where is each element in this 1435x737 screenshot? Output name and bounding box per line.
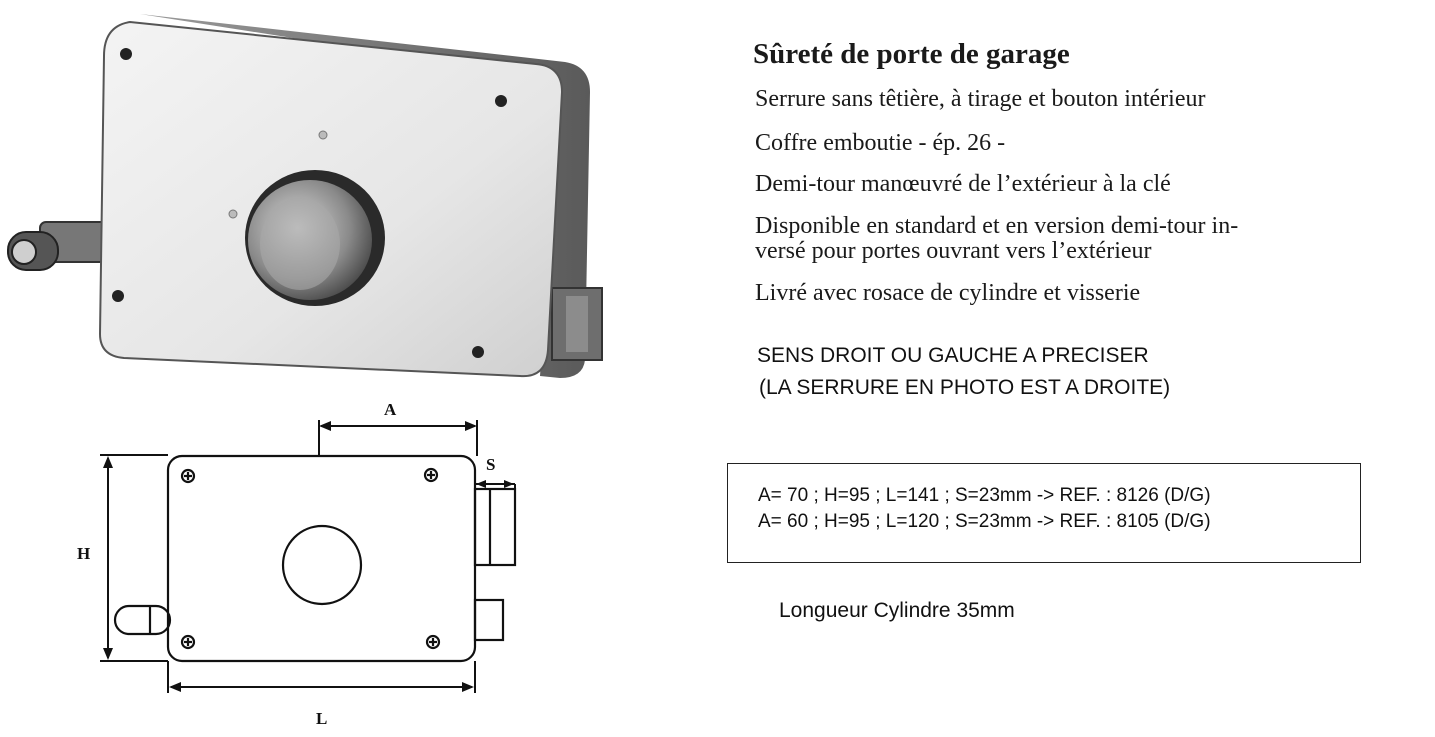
dim-label-l: L bbox=[316, 709, 328, 728]
reference-line: A= 60 ; H=95 ; L=120 ; S=23mm -> REF. : 8105 (D/G) bbox=[758, 511, 1211, 532]
lock-body-outline bbox=[168, 456, 475, 661]
feature-item: Demi-tour manœuvré de l’extérieur à la clé bbox=[755, 171, 1171, 197]
feature-item: Disponible en standard et en version demi-tour in- versé pour portes ouvrant vers l’extérieur bbox=[755, 213, 1239, 264]
dimension-drawing bbox=[60, 395, 540, 735]
product-title: Sûreté de porte de garage bbox=[753, 38, 1070, 70]
direction-notice-line: (LA SERRURE EN PHOTO EST A DROITE) bbox=[759, 376, 1171, 399]
direction-notice-line: SENS DROIT OU GAUCHE A PRECISER bbox=[757, 344, 1149, 367]
cylinder-length: Longueur Cylindre 35mm bbox=[779, 599, 1015, 622]
cylinder-hole bbox=[283, 526, 361, 604]
feature-item: Livré avec rosace de cylindre et visserie bbox=[755, 280, 1141, 306]
reference-line: A= 70 ; H=95 ; L=141 ; S=23mm -> REF. : 8126 (D/G) bbox=[758, 485, 1211, 506]
bolt-outline bbox=[475, 489, 515, 565]
feature-item: Coffre emboutie - ép. 26 - bbox=[755, 130, 1006, 156]
reference-table-box bbox=[727, 463, 1361, 563]
feature-item: Serrure sans têtière, à tirage et bouton intérieur bbox=[755, 86, 1206, 112]
dim-label-h: H bbox=[77, 544, 91, 563]
dim-label-s: S bbox=[486, 455, 496, 474]
dim-label-a: A bbox=[384, 400, 397, 419]
lock-photo bbox=[0, 0, 640, 395]
